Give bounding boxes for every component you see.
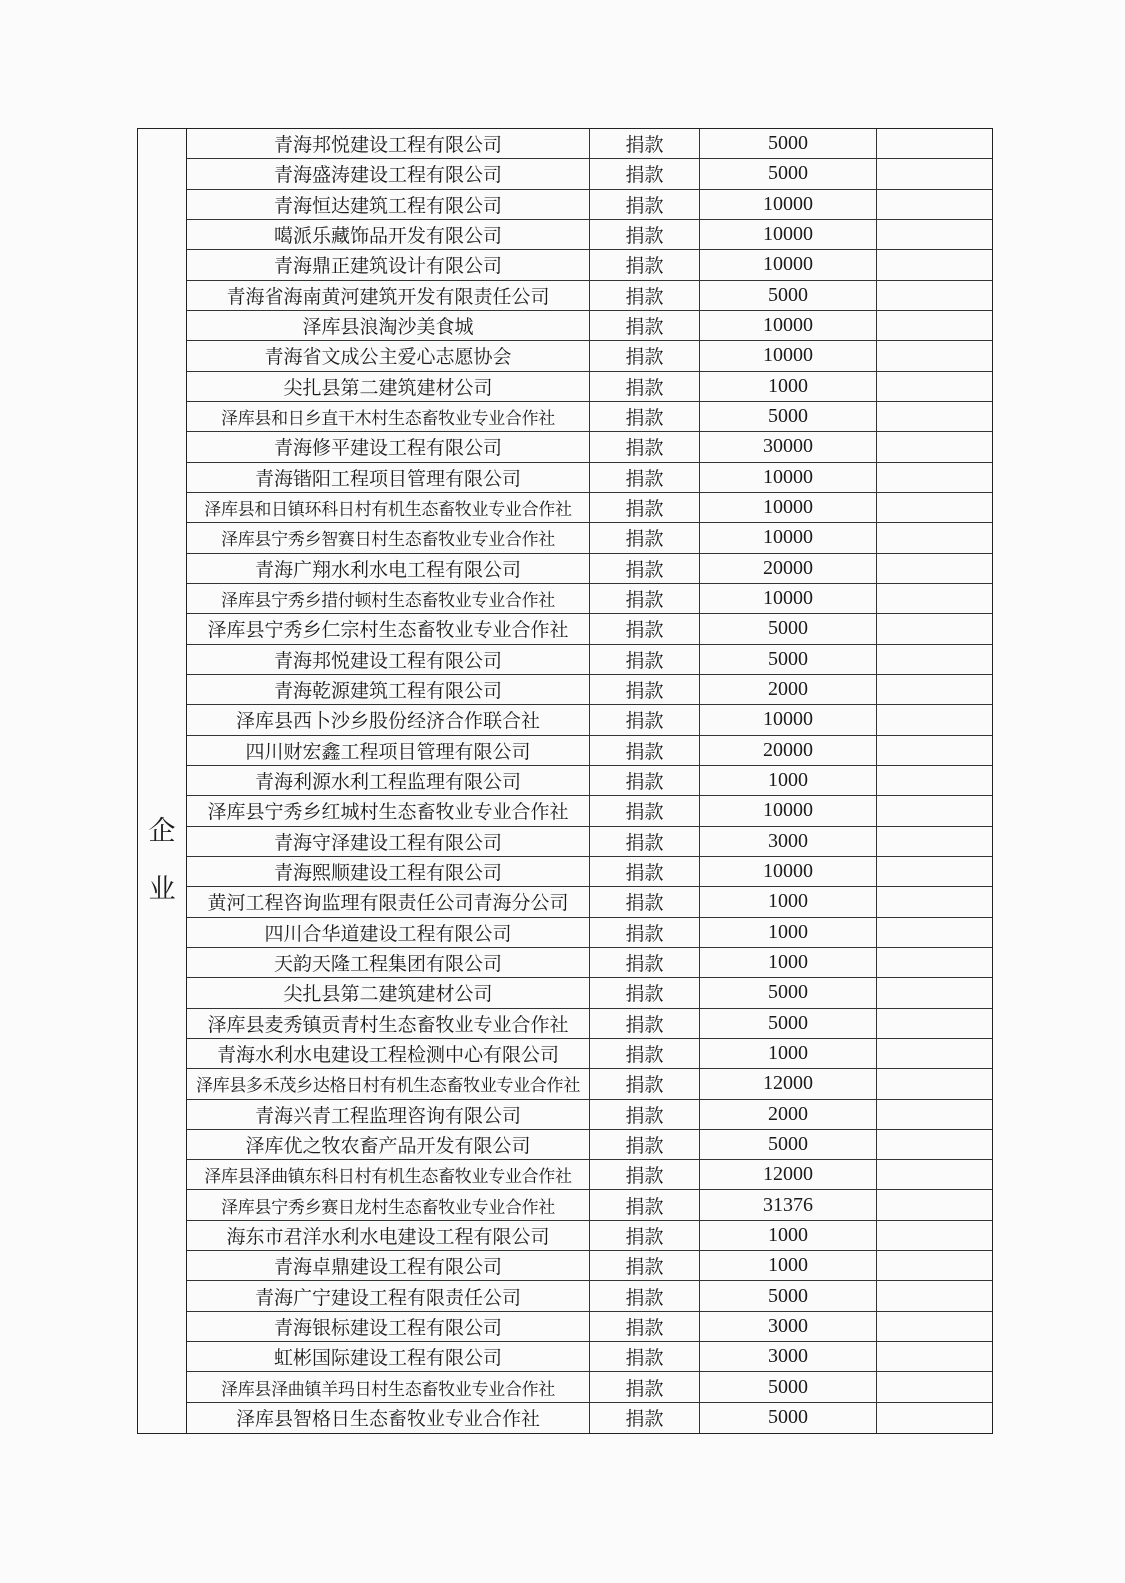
donation-type: 捐款 <box>590 857 700 886</box>
donation-type: 捐款 <box>590 159 700 188</box>
donation-type: 捐款 <box>590 827 700 856</box>
table-row <box>187 645 992 675</box>
donation-amount: 3000 <box>700 1342 877 1371</box>
donation-amount: 10000 <box>700 796 877 825</box>
donation-amount: 5000 <box>700 645 877 674</box>
table-row <box>187 1312 992 1342</box>
remarks-cell <box>877 523 992 552</box>
donation-type: 捐款 <box>590 523 700 552</box>
donor-name: 泽库县宁秀乡智赛日村生态畜牧业专业合作社 <box>187 523 590 552</box>
donor-name: 青海鼎正建筑设计有限公司 <box>187 250 590 279</box>
donation-type: 捐款 <box>590 675 700 704</box>
table-row <box>187 463 992 493</box>
table-row <box>187 190 992 220</box>
donation-amount: 5000 <box>700 614 877 643</box>
table-row <box>187 1100 992 1130</box>
donation-type: 捐款 <box>590 493 700 522</box>
remarks-cell <box>877 766 992 795</box>
remarks-cell <box>877 250 992 279</box>
table-row <box>187 1009 992 1039</box>
table-body <box>187 129 992 1433</box>
donation-amount: 5000 <box>700 402 877 431</box>
donation-amount: 5000 <box>700 978 877 1007</box>
donor-name: 尖扎县第二建筑建材公司 <box>187 978 590 1007</box>
donation-amount: 5000 <box>700 1130 877 1159</box>
donor-name: 泽库县泽曲镇东科日村有机生态畜牧业专业合作社 <box>187 1160 590 1189</box>
donation-type: 捐款 <box>590 311 700 340</box>
remarks-cell <box>877 948 992 977</box>
donation-amount: 12000 <box>700 1069 877 1098</box>
table-row <box>187 281 992 311</box>
remarks-cell <box>877 1190 992 1219</box>
remarks-cell <box>877 341 992 370</box>
donation-type: 捐款 <box>590 1403 700 1433</box>
donation-type: 捐款 <box>590 190 700 219</box>
donation-type: 捐款 <box>590 1130 700 1159</box>
donor-name: 尖扎县第二建筑建材公司 <box>187 372 590 401</box>
table-row <box>187 796 992 826</box>
donation-amount: 5000 <box>700 1403 877 1433</box>
remarks-cell <box>877 1403 992 1433</box>
table-row <box>187 341 992 371</box>
donor-name: 噶派乐藏饰品开发有限公司 <box>187 220 590 249</box>
remarks-cell <box>877 614 992 643</box>
donor-name: 泽库县泽曲镇羊玛日村生态畜牧业专业合作社 <box>187 1372 590 1401</box>
table-row <box>187 978 992 1008</box>
donor-name: 青海乾源建筑工程有限公司 <box>187 675 590 704</box>
table-row <box>187 1251 992 1281</box>
table-row <box>187 827 992 857</box>
donor-name: 青海卓鼎建设工程有限公司 <box>187 1251 590 1280</box>
donation-type: 捐款 <box>590 1372 700 1401</box>
remarks-cell <box>877 554 992 583</box>
table-row <box>187 129 992 159</box>
remarks-cell <box>877 1281 992 1310</box>
category-char-1: 企 <box>148 816 176 847</box>
remarks-cell <box>877 736 992 765</box>
remarks-cell <box>877 918 992 947</box>
remarks-cell <box>877 1039 992 1068</box>
table-row <box>187 402 992 432</box>
table-row <box>187 766 992 796</box>
donor-name: 泽库县宁秀乡措付顿村生态畜牧业专业合作社 <box>187 584 590 613</box>
donation-type: 捐款 <box>590 1342 700 1371</box>
remarks-cell <box>877 1372 992 1401</box>
donor-name: 青海锴阳工程项目管理有限公司 <box>187 463 590 492</box>
donation-type: 捐款 <box>590 948 700 977</box>
donation-type: 捐款 <box>590 766 700 795</box>
donor-name: 青海利源水利工程监理有限公司 <box>187 766 590 795</box>
remarks-cell <box>877 1221 992 1250</box>
donor-name: 泽库县浪淘沙美食城 <box>187 311 590 340</box>
donation-type: 捐款 <box>590 796 700 825</box>
category-cell <box>138 129 187 1433</box>
donor-name: 青海广翔水利水电工程有限公司 <box>187 554 590 583</box>
remarks-cell <box>877 159 992 188</box>
table-row <box>187 1281 992 1311</box>
donation-type: 捐款 <box>590 584 700 613</box>
remarks-cell <box>877 1009 992 1038</box>
table-row <box>187 493 992 523</box>
donation-type: 捐款 <box>590 1281 700 1310</box>
table-row <box>187 1130 992 1160</box>
remarks-cell <box>877 372 992 401</box>
donation-amount: 1000 <box>700 918 877 947</box>
table-row <box>187 250 992 280</box>
donation-amount: 1000 <box>700 887 877 916</box>
category-char-2: 业 <box>148 874 176 905</box>
donation-amount: 5000 <box>700 1281 877 1310</box>
donation-amount: 10000 <box>700 523 877 552</box>
donation-type: 捐款 <box>590 1190 700 1219</box>
donation-type: 捐款 <box>590 1039 700 1068</box>
donor-name: 泽库县宁秀乡赛日龙村生态畜牧业专业合作社 <box>187 1190 590 1219</box>
donor-name: 泽库县宁秀乡红城村生态畜牧业专业合作社 <box>187 796 590 825</box>
donation-type: 捐款 <box>590 554 700 583</box>
donation-type: 捐款 <box>590 341 700 370</box>
donor-name: 海东市君洋水利水电建设工程有限公司 <box>187 1221 590 1250</box>
remarks-cell <box>877 311 992 340</box>
donation-amount: 20000 <box>700 554 877 583</box>
remarks-cell <box>877 796 992 825</box>
remarks-cell <box>877 1342 992 1371</box>
donor-name: 泽库县麦秀镇贡青村生态畜牧业专业合作社 <box>187 1009 590 1038</box>
donor-name: 青海修平建设工程有限公司 <box>187 432 590 461</box>
donation-amount: 10000 <box>700 463 877 492</box>
donation-amount: 3000 <box>700 1312 877 1341</box>
donation-type: 捐款 <box>590 1009 700 1038</box>
donation-amount: 10000 <box>700 584 877 613</box>
remarks-cell <box>877 432 992 461</box>
donor-name: 泽库县和日镇环科日村有机生态畜牧业专业合作社 <box>187 493 590 522</box>
donor-name: 四川财宏鑫工程项目管理有限公司 <box>187 736 590 765</box>
donor-name: 青海省海南黄河建筑开发有限责任公司 <box>187 281 590 310</box>
donor-name: 泽库县智格日生态畜牧业专业合作社 <box>187 1403 590 1433</box>
donation-type: 捐款 <box>590 250 700 279</box>
table-row <box>187 1069 992 1099</box>
table-row <box>187 1403 992 1433</box>
remarks-cell <box>877 1160 992 1189</box>
remarks-cell <box>877 1251 992 1280</box>
donation-amount: 2000 <box>700 1100 877 1129</box>
table-row <box>187 887 992 917</box>
donation-amount: 10000 <box>700 493 877 522</box>
donor-name: 青海熙顺建设工程有限公司 <box>187 857 590 886</box>
table-row <box>187 523 992 553</box>
table-row <box>187 614 992 644</box>
remarks-cell <box>877 463 992 492</box>
table-row <box>187 1342 992 1372</box>
donor-name: 青海盛涛建设工程有限公司 <box>187 159 590 188</box>
donor-name: 天韵天隆工程集团有限公司 <box>187 948 590 977</box>
donor-name: 虹彬国际建设工程有限公司 <box>187 1342 590 1371</box>
donation-amount: 12000 <box>700 1160 877 1189</box>
donation-amount: 2000 <box>700 675 877 704</box>
donor-name: 四川合华道建设工程有限公司 <box>187 918 590 947</box>
table-row <box>187 1221 992 1251</box>
donation-amount: 10000 <box>700 220 877 249</box>
table-row <box>187 705 992 735</box>
donation-amount: 1000 <box>700 1039 877 1068</box>
donation-amount: 31376 <box>700 1190 877 1219</box>
remarks-cell <box>877 978 992 1007</box>
remarks-cell <box>877 220 992 249</box>
donation-type: 捐款 <box>590 645 700 674</box>
donor-name: 青海兴青工程监理咨询有限公司 <box>187 1100 590 1129</box>
table-row <box>187 554 992 584</box>
donation-type: 捐款 <box>590 705 700 734</box>
donation-amount: 5000 <box>700 1372 877 1401</box>
table-row <box>187 220 992 250</box>
donor-name: 泽库县西卜沙乡股份经济合作联合社 <box>187 705 590 734</box>
remarks-cell <box>877 1069 992 1098</box>
donor-name: 青海省文成公主爱心志愿协会 <box>187 341 590 370</box>
remarks-cell <box>877 190 992 219</box>
table-row <box>187 1190 992 1220</box>
donation-amount: 1000 <box>700 372 877 401</box>
donation-type: 捐款 <box>590 614 700 643</box>
table-row <box>187 675 992 705</box>
table-row <box>187 948 992 978</box>
donor-name: 青海守泽建设工程有限公司 <box>187 827 590 856</box>
table-row <box>187 1372 992 1402</box>
donation-amount: 1000 <box>700 1251 877 1280</box>
donation-amount: 10000 <box>700 705 877 734</box>
remarks-cell <box>877 281 992 310</box>
donor-name: 泽库县和日乡直干木村生态畜牧业专业合作社 <box>187 402 590 431</box>
remarks-cell <box>877 584 992 613</box>
donation-amount: 10000 <box>700 250 877 279</box>
remarks-cell <box>877 129 992 158</box>
donation-amount: 10000 <box>700 190 877 219</box>
table-row <box>187 1160 992 1190</box>
donation-amount: 5000 <box>700 159 877 188</box>
donor-name: 泽库县多禾茂乡达格日村有机生态畜牧业专业合作社 <box>187 1069 590 1098</box>
donation-type: 捐款 <box>590 1160 700 1189</box>
donation-type: 捐款 <box>590 1312 700 1341</box>
remarks-cell <box>877 675 992 704</box>
donation-type: 捐款 <box>590 1221 700 1250</box>
donation-type: 捐款 <box>590 1069 700 1098</box>
donor-name: 泽库优之牧农畜产品开发有限公司 <box>187 1130 590 1159</box>
table-row <box>187 159 992 189</box>
donor-name: 泽库县宁秀乡仁宗村生态畜牧业专业合作社 <box>187 614 590 643</box>
donation-amount: 5000 <box>700 129 877 158</box>
remarks-cell <box>877 887 992 916</box>
donation-type: 捐款 <box>590 432 700 461</box>
table-row <box>187 857 992 887</box>
donation-type: 捐款 <box>590 736 700 765</box>
remarks-cell <box>877 493 992 522</box>
remarks-cell <box>877 1100 992 1129</box>
remarks-cell <box>877 645 992 674</box>
donor-name: 青海广宁建设工程有限责任公司 <box>187 1281 590 1310</box>
table-row <box>187 432 992 462</box>
category-label <box>149 803 176 919</box>
donation-amount: 3000 <box>700 827 877 856</box>
donation-amount: 10000 <box>700 311 877 340</box>
donation-amount: 1000 <box>700 1221 877 1250</box>
donation-amount: 1000 <box>700 948 877 977</box>
donation-type: 捐款 <box>590 887 700 916</box>
donation-amount: 5000 <box>700 281 877 310</box>
donation-type: 捐款 <box>590 978 700 1007</box>
table-row <box>187 311 992 341</box>
donor-name: 黄河工程咨询监理有限责任公司青海分公司 <box>187 887 590 916</box>
donor-name: 青海水利水电建设工程检测中心有限公司 <box>187 1039 590 1068</box>
donation-type: 捐款 <box>590 918 700 947</box>
remarks-cell <box>877 827 992 856</box>
donor-name: 青海邦悦建设工程有限公司 <box>187 129 590 158</box>
table-row <box>187 584 992 614</box>
donation-type: 捐款 <box>590 1251 700 1280</box>
remarks-cell <box>877 1130 992 1159</box>
donation-amount: 10000 <box>700 857 877 886</box>
donation-type: 捐款 <box>590 463 700 492</box>
table-row <box>187 918 992 948</box>
remarks-cell <box>877 857 992 886</box>
donation-type: 捐款 <box>590 372 700 401</box>
table-row <box>187 372 992 402</box>
donation-amount: 30000 <box>700 432 877 461</box>
donation-amount: 5000 <box>700 1009 877 1038</box>
donation-amount: 20000 <box>700 736 877 765</box>
remarks-cell <box>877 1312 992 1341</box>
donation-table <box>137 128 993 1434</box>
donation-amount: 1000 <box>700 766 877 795</box>
table-row <box>187 1039 992 1069</box>
donor-name: 青海银标建设工程有限公司 <box>187 1312 590 1341</box>
donation-type: 捐款 <box>590 1100 700 1129</box>
table-row <box>187 736 992 766</box>
donation-amount: 10000 <box>700 341 877 370</box>
donation-type: 捐款 <box>590 402 700 431</box>
remarks-cell <box>877 402 992 431</box>
remarks-cell <box>877 705 992 734</box>
donation-type: 捐款 <box>590 220 700 249</box>
donation-type: 捐款 <box>590 129 700 158</box>
donor-name: 青海邦悦建设工程有限公司 <box>187 645 590 674</box>
donation-type: 捐款 <box>590 281 700 310</box>
donor-name: 青海恒达建筑工程有限公司 <box>187 190 590 219</box>
